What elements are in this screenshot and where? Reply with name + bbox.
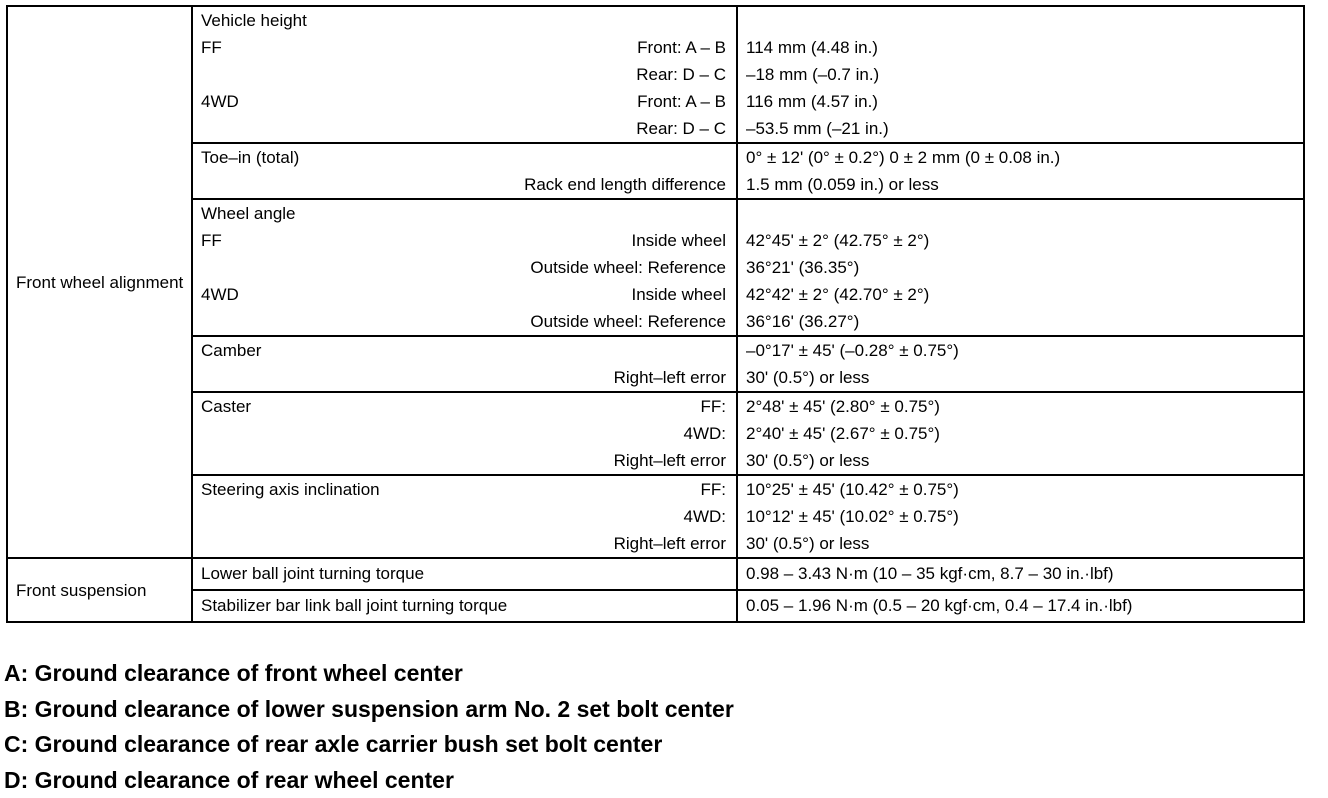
item-line xyxy=(193,34,736,61)
item-line xyxy=(193,115,736,142)
item-label: 4WD xyxy=(201,88,239,115)
item-cell xyxy=(192,199,737,336)
spec-value: 36°21' (36.35°) xyxy=(738,254,1303,281)
item-sublabel: 4WD: xyxy=(684,420,727,447)
item-cell xyxy=(192,6,737,143)
item-sublabel: Rear: D – C xyxy=(636,115,726,142)
value-cell xyxy=(737,590,1304,622)
item-sublabel: Outside wheel: Reference xyxy=(530,254,726,281)
item-label: 4WD xyxy=(201,281,239,308)
spec-row xyxy=(7,590,1304,622)
item-line xyxy=(193,476,736,503)
item-cell xyxy=(192,590,737,622)
item-line xyxy=(193,281,736,308)
value-cell xyxy=(737,199,1304,336)
spec-row xyxy=(7,558,1304,590)
category-cell: Front suspension xyxy=(7,558,192,622)
spec-value: 0° ± 12' (0° ± 0.2°) 0 ± 2 mm (0 ± 0.08 in.) xyxy=(738,144,1303,171)
item-line xyxy=(193,171,736,198)
item-line xyxy=(193,61,736,88)
item-cell xyxy=(192,392,737,475)
item-line xyxy=(193,503,736,530)
item-sublabel: Right–left error xyxy=(614,364,726,391)
spec-value: 1.5 mm (0.059 in.) or less xyxy=(738,171,1303,198)
value-cell xyxy=(737,558,1304,590)
item-line xyxy=(193,308,736,335)
item-sublabel: Right–left error xyxy=(614,447,726,474)
item-sublabel: 4WD: xyxy=(684,503,727,530)
value-cell xyxy=(737,392,1304,475)
spec-table xyxy=(6,5,1305,623)
spec-value: –53.5 mm (–21 in.) xyxy=(738,115,1303,142)
item-sublabel: Front: A – B xyxy=(637,34,726,61)
spec-value: 42°42' ± 2° (42.70° ± 2°) xyxy=(738,281,1303,308)
item-line xyxy=(193,559,736,589)
spec-value: 2°40' ± 45' (2.67° ± 0.75°) xyxy=(738,420,1303,447)
spec-row xyxy=(7,392,1304,475)
item-cell xyxy=(192,143,737,199)
item-label: FF xyxy=(201,34,222,61)
spec-value: 30' (0.5°) or less xyxy=(738,364,1303,391)
spec-value: –0°17' ± 45' (–0.28° ± 0.75°) xyxy=(738,337,1303,364)
item-label: Stabilizer bar link ball joint turning torque xyxy=(201,591,507,621)
item-line xyxy=(193,393,736,420)
item-sublabel: Rack end length difference xyxy=(524,171,726,198)
item-sublabel: Outside wheel: Reference xyxy=(530,308,726,335)
item-label: Steering axis inclination xyxy=(201,476,380,503)
item-line xyxy=(193,200,736,227)
spec-value: 42°45' ± 2° (42.75° ± 2°) xyxy=(738,227,1303,254)
legend-item-d: D: Ground clearance of rear wheel center xyxy=(4,763,734,798)
spec-value: 30' (0.5°) or less xyxy=(738,447,1303,474)
item-label: Caster xyxy=(201,393,251,420)
item-sublabel: Inside wheel xyxy=(631,281,726,308)
legend-item-a: A: Ground clearance of front wheel center xyxy=(4,656,734,692)
spec-value xyxy=(738,200,1303,227)
spec-value: 116 mm (4.57 in.) xyxy=(738,88,1303,115)
item-sublabel: Right–left error xyxy=(614,530,726,557)
spec-value: 36°16' (36.27°) xyxy=(738,308,1303,335)
item-line xyxy=(193,420,736,447)
item-line xyxy=(193,591,736,621)
item-line xyxy=(193,7,736,34)
spec-value: 10°12' ± 45' (10.02° ± 0.75°) xyxy=(738,503,1303,530)
value-cell xyxy=(737,475,1304,558)
item-line xyxy=(193,530,736,557)
item-line xyxy=(193,337,736,364)
value-cell xyxy=(737,336,1304,392)
spec-value: –18 mm (–0.7 in.) xyxy=(738,61,1303,88)
item-sublabel: Inside wheel xyxy=(631,227,726,254)
item-line xyxy=(193,254,736,281)
category-cell: Front wheel alignment xyxy=(7,6,192,558)
item-label: FF xyxy=(201,227,222,254)
spec-row xyxy=(7,6,1304,143)
spec-value: 10°25' ± 45' (10.42° ± 0.75°) xyxy=(738,476,1303,503)
spec-row xyxy=(7,475,1304,558)
value-cell xyxy=(737,143,1304,199)
spec-value: 2°48' ± 45' (2.80° ± 0.75°) xyxy=(738,393,1303,420)
item-line xyxy=(193,447,736,474)
spec-value: 30' (0.5°) or less xyxy=(738,530,1303,557)
item-line xyxy=(193,144,736,171)
item-label: Toe–in (total) xyxy=(201,144,299,171)
item-sublabel: FF: xyxy=(701,476,727,503)
item-cell xyxy=(192,475,737,558)
item-line xyxy=(193,88,736,115)
item-line xyxy=(193,364,736,391)
item-line xyxy=(193,227,736,254)
spec-value: 114 mm (4.48 in.) xyxy=(738,34,1303,61)
item-cell xyxy=(192,558,737,590)
value-cell xyxy=(737,6,1304,143)
item-label: Lower ball joint turning torque xyxy=(201,559,424,589)
item-sublabel: FF: xyxy=(701,393,727,420)
legend-item-c: C: Ground clearance of rear axle carrier bush set bolt center xyxy=(4,727,734,763)
item-label: Camber xyxy=(201,337,261,364)
spec-row xyxy=(7,199,1304,336)
item-sublabel: Rear: D – C xyxy=(636,61,726,88)
spec-row xyxy=(7,143,1304,199)
spec-value: 0.98 – 3.43 N·m (10 – 35 kgf·cm, 8.7 – 30 in.·lbf) xyxy=(738,559,1303,589)
item-label: Wheel angle xyxy=(201,200,296,227)
spec-value xyxy=(738,7,1303,34)
spec-table-body xyxy=(7,6,1304,622)
item-label: Vehicle height xyxy=(201,7,307,34)
spec-value: 0.05 – 1.96 N·m (0.5 – 20 kgf·cm, 0.4 – 17.4 in.·lbf) xyxy=(738,591,1303,621)
item-cell xyxy=(192,336,737,392)
spec-row xyxy=(7,336,1304,392)
legend xyxy=(4,656,734,798)
legend-item-b: B: Ground clearance of lower suspension arm No. 2 set bolt center xyxy=(4,692,734,728)
item-sublabel: Front: A – B xyxy=(637,88,726,115)
